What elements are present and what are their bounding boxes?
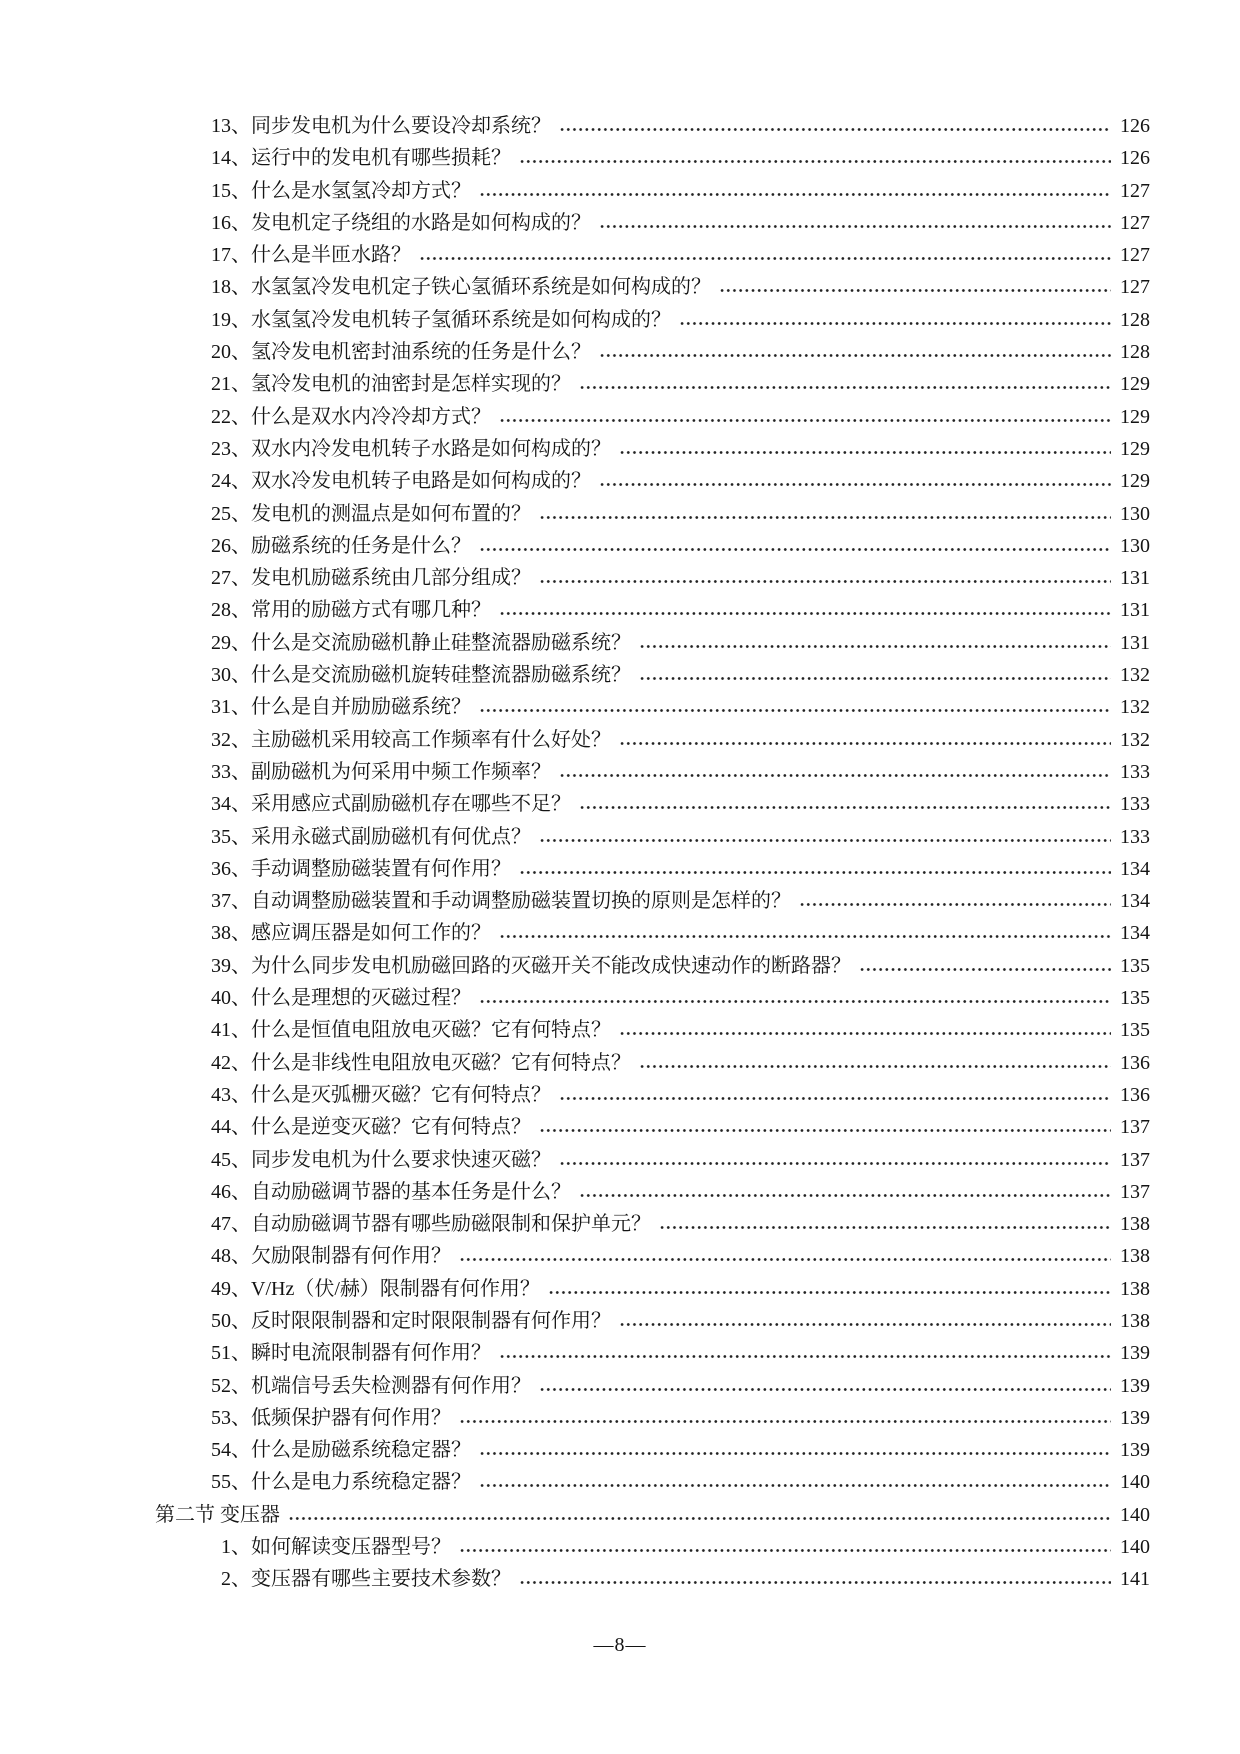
entry-number: 29、: [211, 631, 251, 654]
entry-page-number: 129: [1120, 373, 1150, 396]
entry-title: 什么是交流励磁机旋转硅整流器励磁系统？: [251, 664, 631, 687]
entry-title: 运行中的发电机有哪些损耗？: [251, 147, 511, 170]
entry-page-number: 134: [1120, 890, 1150, 913]
entry-page-number: 128: [1120, 341, 1150, 364]
entry-page-number: 127: [1120, 179, 1150, 202]
toc-entry: [155, 498, 1150, 530]
toc-entry: [155, 175, 1150, 207]
toc-section-entry: [155, 1499, 1150, 1531]
entry-title: 反时限限制器和定时限限制器有何作用？: [251, 1309, 611, 1332]
toc-entry: [155, 1144, 1150, 1176]
entry-page-number: 133: [1120, 825, 1150, 848]
entry-page-number: 141: [1120, 1568, 1150, 1591]
dot-leader: [479, 547, 1111, 552]
entry-title: 什么是半匝水路？: [251, 244, 411, 267]
entry-page-number: 134: [1120, 857, 1150, 880]
entry-title: 常用的励磁方式有哪几种？: [251, 599, 491, 622]
dot-leader: [519, 1580, 1111, 1585]
toc-entry: [155, 1531, 1150, 1563]
toc-entry: [155, 1402, 1150, 1434]
toc-entry: [155, 1466, 1150, 1498]
toc-entry: [155, 1305, 1150, 1337]
entry-number: 21、: [211, 373, 251, 396]
toc-entry: [155, 1014, 1150, 1046]
entry-title: 什么是双水内冷冷却方式？: [251, 405, 491, 428]
footer-page-number: —8—: [593, 1634, 647, 1656]
toc-entry: [155, 1563, 1150, 1595]
toc-entry: [155, 271, 1150, 303]
dot-leader: [288, 1516, 1111, 1521]
dot-leader: [639, 676, 1111, 681]
entry-page-number: 138: [1120, 1277, 1150, 1300]
toc-entry: [155, 756, 1150, 788]
entry-number: 26、: [211, 534, 251, 557]
toc-entry: [155, 1208, 1150, 1240]
entry-number: 2、: [221, 1568, 251, 1591]
toc-entry: [155, 885, 1150, 917]
entry-title: 自动励磁调节器的基本任务是什么？: [251, 1180, 571, 1203]
entry-number: 34、: [211, 793, 251, 816]
entry-title: 水氢氢冷发电机定子铁心氢循环系统是如何构成的？: [251, 276, 711, 299]
entry-number: 33、: [211, 760, 251, 783]
entry-title: 什么是非线性电阻放电灭磁？它有何特点？: [251, 1051, 631, 1074]
entry-page-number: 140: [1120, 1471, 1150, 1494]
entry-number: 48、: [211, 1245, 251, 1268]
toc-entry: [155, 433, 1150, 465]
toc-entry: [155, 1047, 1150, 1079]
dot-leader: [459, 1419, 1111, 1424]
entry-page-number: 128: [1120, 308, 1150, 331]
dot-leader: [559, 1161, 1111, 1166]
dot-leader: [559, 1096, 1111, 1101]
dot-leader: [459, 1257, 1111, 1262]
entry-page-number: 137: [1120, 1180, 1150, 1203]
entry-number: 50、: [211, 1309, 251, 1332]
entry-page-number: 135: [1120, 987, 1150, 1010]
page-footer: [0, 1634, 1240, 1657]
dot-leader: [539, 838, 1111, 843]
entry-page-number: 135: [1120, 954, 1150, 977]
entry-page-number: 127: [1120, 211, 1150, 234]
entry-page-number: 140: [1120, 1536, 1150, 1559]
entry-number: 22、: [211, 405, 251, 428]
entry-number: 53、: [211, 1406, 251, 1429]
entry-title: 什么是理想的灭磁过程？: [251, 987, 471, 1010]
entry-number: 44、: [211, 1116, 251, 1139]
entry-number: 28、: [211, 599, 251, 622]
entry-number: 49、: [211, 1277, 251, 1300]
dot-leader: [539, 579, 1111, 584]
entry-number: 45、: [211, 1148, 251, 1171]
entry-page-number: 137: [1120, 1116, 1150, 1139]
entry-number: 47、: [211, 1213, 251, 1236]
entry-number: 13、: [211, 115, 251, 137]
entry-title: 感应调压器是如何工作的？: [251, 922, 491, 945]
entry-page-number: 133: [1120, 760, 1150, 783]
dot-leader: [619, 450, 1111, 455]
toc-entry: [155, 659, 1150, 691]
dot-leader: [599, 224, 1111, 229]
entry-page-number: 139: [1120, 1374, 1150, 1397]
dot-leader: [499, 418, 1111, 423]
entry-number: 20、: [211, 341, 251, 364]
entry-number: 39、: [211, 954, 251, 977]
entry-title: 什么是励磁系统稳定器？: [251, 1439, 471, 1462]
entry-number: 30、: [211, 664, 251, 687]
toc-entry: [155, 982, 1150, 1014]
entry-number: 42、: [211, 1051, 251, 1074]
toc-entry: [155, 1240, 1150, 1272]
entry-page-number: 129: [1120, 405, 1150, 428]
entry-number: 32、: [211, 728, 251, 751]
dot-leader: [479, 708, 1111, 713]
entry-number: 41、: [211, 1019, 251, 1042]
entry-title: 同步发电机为什么要设冷却系统？: [251, 115, 551, 137]
dot-leader: [499, 611, 1111, 616]
toc-entry: [155, 465, 1150, 497]
dot-leader: [539, 1128, 1111, 1133]
dot-leader: [619, 741, 1111, 746]
entry-title: 变压器有哪些主要技术参数？: [251, 1568, 511, 1591]
dot-leader: [619, 1031, 1111, 1036]
entry-title: 瞬时电流限制器有何作用？: [251, 1342, 491, 1365]
entry-number: 51、: [211, 1342, 251, 1365]
toc-entry: [155, 788, 1150, 820]
toc-entry: [155, 304, 1150, 336]
entry-page-number: 136: [1120, 1083, 1150, 1106]
dot-leader: [619, 1322, 1111, 1327]
dot-leader: [679, 321, 1111, 326]
entry-title: 发电机励磁系统由几部分组成？: [251, 567, 531, 590]
entry-number: 31、: [211, 696, 251, 719]
entry-page-number: 126: [1120, 115, 1150, 137]
entry-title: 机端信号丢失检测器有何作用？: [251, 1374, 531, 1397]
entry-title: 低频保护器有何作用？: [251, 1406, 451, 1429]
entry-page-number: 127: [1120, 276, 1150, 299]
dot-leader: [519, 870, 1111, 875]
entry-page-number: 126: [1120, 147, 1150, 170]
toc-entry: [155, 401, 1150, 433]
entry-title: 主励磁机采用较高工作频率有什么好处？: [251, 728, 611, 751]
dot-leader: [799, 902, 1111, 907]
entry-number: 52、: [211, 1374, 251, 1397]
entry-title: 水氢氢冷发电机转子氢循环系统是如何构成的？: [251, 308, 671, 331]
entry-title: 什么是交流励磁机静止硅整流器励磁系统？: [251, 631, 631, 654]
entry-page-number: 127: [1120, 244, 1150, 267]
dot-leader: [599, 353, 1111, 358]
dot-leader: [579, 805, 1111, 810]
entry-number: 40、: [211, 987, 251, 1010]
toc-entry: [155, 336, 1150, 368]
dot-leader: [539, 1387, 1111, 1392]
entry-number: 43、: [211, 1083, 251, 1106]
entry-page-number: 133: [1120, 793, 1150, 816]
entry-page-number: 129: [1120, 437, 1150, 460]
entry-number: 25、: [211, 502, 251, 525]
entry-title: 为什么同步发电机励磁回路的灭磁开关不能改成快速动作的断路器？: [251, 954, 851, 977]
entry-page-number: 132: [1120, 664, 1150, 687]
entry-number: 38、: [211, 922, 251, 945]
toc-entry: [155, 207, 1150, 239]
toc-entry: [155, 821, 1150, 853]
entry-number: 46、: [211, 1180, 251, 1203]
entry-page-number: 135: [1120, 1019, 1150, 1042]
toc-entry: [155, 1111, 1150, 1143]
entry-title: 什么是灭弧栅灭磁？它有何特点？: [251, 1083, 551, 1106]
entry-number: 37、: [211, 890, 251, 913]
entry-number: 35、: [211, 825, 251, 848]
toc-entry: [155, 110, 1150, 142]
toc-entry: [155, 368, 1150, 400]
entry-page-number: 129: [1120, 470, 1150, 493]
dot-leader: [559, 773, 1111, 778]
table-of-contents: [155, 110, 1150, 1596]
dot-leader: [539, 515, 1111, 520]
dot-leader: [519, 159, 1111, 164]
entry-page-number: 131: [1120, 567, 1150, 590]
entry-page-number: 138: [1120, 1213, 1150, 1236]
toc-entry: [155, 1273, 1150, 1305]
entry-page-number: 130: [1120, 534, 1150, 557]
entry-title: 发电机定子绕组的水路是如何构成的？: [251, 211, 591, 234]
entry-title: 副励磁机为何采用中频工作频率？: [251, 760, 551, 783]
dot-leader: [419, 256, 1111, 261]
dot-leader: [499, 1354, 1111, 1359]
entry-page-number: 136: [1120, 1051, 1150, 1074]
entry-page-number: 139: [1120, 1406, 1150, 1429]
dot-leader: [559, 127, 1111, 132]
entry-title: 什么是电力系统稳定器？: [251, 1471, 471, 1494]
entry-page-number: 139: [1120, 1342, 1150, 1365]
toc-entry: [155, 1079, 1150, 1111]
dot-leader: [719, 288, 1111, 293]
toc-entry: [155, 1370, 1150, 1402]
toc-entry: [155, 627, 1150, 659]
entry-title: 发电机的测温点是如何布置的？: [251, 502, 531, 525]
toc-entry: [155, 724, 1150, 756]
entry-page-number: 132: [1120, 696, 1150, 719]
entry-page-number: 138: [1120, 1309, 1150, 1332]
dot-leader: [599, 482, 1111, 487]
entry-title: 什么是逆变灭磁？它有何特点？: [251, 1116, 531, 1139]
entry-title: 欠励限制器有何作用？: [251, 1245, 451, 1268]
entry-page-number: 138: [1120, 1245, 1150, 1268]
entry-title: 自动调整励磁装置和手动调整励磁装置切换的原则是怎样的？: [251, 890, 791, 913]
dot-leader: [479, 999, 1111, 1004]
entry-title: 如何解读变压器型号？: [251, 1536, 451, 1559]
dot-leader: [639, 644, 1111, 649]
entry-title: 什么是自并励励磁系统？: [251, 696, 471, 719]
dot-leader: [659, 1225, 1111, 1230]
toc-entry: [155, 239, 1150, 271]
toc-entry: [155, 562, 1150, 594]
toc-entry: [155, 142, 1150, 174]
entry-number: 19、: [211, 308, 251, 331]
entry-number: 18、: [211, 276, 251, 299]
dot-leader: [859, 967, 1111, 972]
dot-leader: [479, 1483, 1111, 1488]
entry-number: 55、: [211, 1471, 251, 1494]
entry-number: 24、: [211, 470, 251, 493]
toc-entry: [155, 594, 1150, 626]
entry-title: 采用感应式副励磁机存在哪些不足？: [251, 793, 571, 816]
entry-page-number: 134: [1120, 922, 1150, 945]
toc-entry: [155, 691, 1150, 723]
entry-title: 励磁系统的任务是什么？: [251, 534, 471, 557]
dot-leader: [459, 1548, 1111, 1553]
entry-title: 手动调整励磁装置有何作用？: [251, 857, 511, 880]
entry-number: 27、: [211, 567, 251, 590]
entry-number: 36、: [211, 857, 251, 880]
entry-page-number: 139: [1120, 1439, 1150, 1462]
toc-entry: [155, 1337, 1150, 1369]
entry-page-number: 130: [1120, 502, 1150, 525]
entry-number: 14、: [211, 147, 251, 170]
entry-title: 双水内冷发电机转子水路是如何构成的？: [251, 437, 611, 460]
toc-entry: [155, 950, 1150, 982]
entry-page-number: 132: [1120, 728, 1150, 751]
dot-leader: [639, 1064, 1111, 1069]
entry-title: 什么是恒值电阻放电灭磁？它有何特点？: [251, 1019, 611, 1042]
dot-leader: [579, 385, 1111, 390]
entry-number: 1、: [221, 1536, 251, 1559]
dot-leader: [548, 1290, 1111, 1295]
entry-page-number: 137: [1120, 1148, 1150, 1171]
entry-title: 氢冷发电机密封油系统的任务是什么？: [251, 341, 591, 364]
dot-leader: [479, 192, 1111, 197]
toc-entry: [155, 917, 1150, 949]
toc-entry: [155, 530, 1150, 562]
entry-page-number: 131: [1120, 631, 1150, 654]
toc-entry: [155, 853, 1150, 885]
entry-title: 采用永磁式副励磁机有何优点？: [251, 825, 531, 848]
entry-number: 15、: [211, 179, 251, 202]
toc-entry: [155, 1434, 1150, 1466]
entry-number: 17、: [211, 244, 251, 267]
dot-leader: [579, 1193, 1111, 1198]
entry-page-number: 131: [1120, 599, 1150, 622]
toc-entry: [155, 1176, 1150, 1208]
entry-title: 第二节 变压器: [155, 1503, 280, 1526]
dot-leader: [479, 1451, 1111, 1456]
entry-title: 双水冷发电机转子电路是如何构成的？: [251, 470, 591, 493]
entry-number: 54、: [211, 1439, 251, 1462]
entry-title: 氢冷发电机的油密封是怎样实现的？: [251, 373, 571, 396]
dot-leader: [499, 934, 1111, 939]
entry-title: V/Hz（伏/赫）限制器有何作用？: [251, 1277, 540, 1300]
entry-title: 同步发电机为什么要求快速灭磁？: [251, 1148, 551, 1171]
entry-number: 16、: [211, 211, 251, 234]
entry-number: 23、: [211, 437, 251, 460]
entry-title: 自动励磁调节器有哪些励磁限制和保护单元？: [251, 1213, 651, 1236]
entry-title: 什么是水氢氢冷却方式？: [251, 179, 471, 202]
entry-page-number: 140: [1120, 1503, 1150, 1526]
